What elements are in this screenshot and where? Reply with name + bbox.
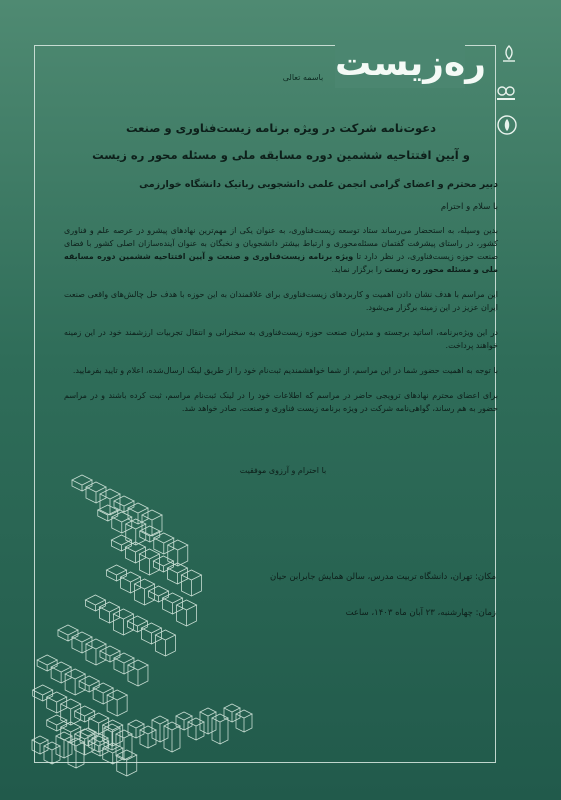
iso-block — [107, 690, 127, 716]
paragraph-intro-text: بدین وسیله، به استحضار می‌رساند ستاد توسعه زیست‌فناوری، به عنوان یکی از مهم‌ترین نهادهای پیشرو در عرصه علم و فناوری کشور، در راستای پیشرفت گفتمان مسئله‌محوری و ارتباط بیشتر دانشجویان و نخبگان به عنوان آینده‌سازان اصلی کشور با فضای صنعت حوزه زیست‌فناوری، در نظر دارد تا — [64, 226, 498, 261]
paragraph-intro — [64, 224, 498, 276]
iso-block — [135, 579, 155, 605]
iso-block — [86, 639, 106, 665]
letter-body — [64, 118, 498, 415]
paragraph-registration: با توجه به اهمیت حضور شما در این مراسم، از شما خواهشمندیم ثبت‌نام خود را از طریق لینک ارسال‌شده، اعلام و تایید بفرمایید. — [72, 366, 498, 375]
greeting: با سلام و احترام — [440, 202, 498, 212]
iso-block — [236, 710, 252, 732]
bismillah-heading: باسمه تعالی — [282, 73, 324, 82]
paragraph-speakers: در این ویژه‌برنامه، اساتید برجسته و مدیران صنعت حوزه زیست‌فناوری به سخنرانی و انتقال تجربیات ارزشمند خود در این زمینه خواهند پرداخت. — [64, 328, 498, 350]
closing-line: با احترام و آرزوی موفقیت — [239, 466, 327, 475]
iso-block — [142, 510, 162, 536]
iso-block — [139, 549, 159, 575]
letter-title-line-1: دعوت‌نامه شرکت در ویژه برنامه زیست‌فناوری و صنعت — [125, 121, 437, 135]
iso-block — [188, 718, 204, 740]
addressee: دبیر محترم و اعضای گرامی انجمن علمی دانشجویی رباتیک دانشگاه خوارزمی — [139, 179, 498, 190]
brand-logo — [335, 40, 486, 88]
iso-block — [181, 570, 201, 596]
event-name-highlight: ویژه برنامه زیست‌فناوری و صنعت و آیین افتتاحیه ششمین دوره مسابقه ملی و مسئله محور ره زیست — [64, 252, 498, 274]
iso-block — [44, 742, 60, 764]
organization-logo-icon — [494, 79, 518, 103]
brand-name: ره‌زیست — [335, 40, 465, 88]
isometric-dna-illustration — [12, 440, 272, 800]
paragraph-intro-end: را برگزار نماید. — [331, 265, 382, 274]
iso-block — [128, 660, 148, 686]
paragraph-certificate: برای اعضای محترم نهادهای ترویجی حاضر در مراسم که اطلاعات خود را در لینک ثبت‌نام مراسم، ثبت کرده باشند و در مراسم حضور به هم رساند، گواهی‌نامه شرکت در ویژه برنامه زیست فناوری و صنعت، صادر خواهد شد. — [64, 391, 498, 413]
association-logo-icon — [495, 113, 519, 137]
iso-block — [65, 669, 85, 695]
event-location: مکان: تهران، دانشگاه تربیت مدرس، سالن همایش جابرابن حیان — [270, 572, 496, 582]
iso-block — [117, 750, 137, 776]
iso-block — [113, 609, 133, 635]
paragraph-purpose: این مراسم با هدف نشان دادن اهمیت و کاربردهای زیست‌فناوری برای علاقمندان به این حوزه با هدف حل چالش‌های واقعی صنعت ایران عزیز در این زمینه برگزار می‌شود. — [64, 290, 498, 312]
iso-block — [100, 489, 120, 515]
emblem-icon — [497, 43, 521, 67]
iso-block — [155, 630, 175, 656]
event-time: زمان: چهارشنبه، ۲۳ آبان ماه ۱۴۰۳، ساعت — [345, 608, 496, 618]
iso-block — [177, 600, 197, 626]
letter-title-line-2: و آیین افتتاحیه ششمین دوره مسابقه ملی و مسئله محور ره زیست — [92, 148, 470, 162]
iso-block — [140, 726, 156, 748]
